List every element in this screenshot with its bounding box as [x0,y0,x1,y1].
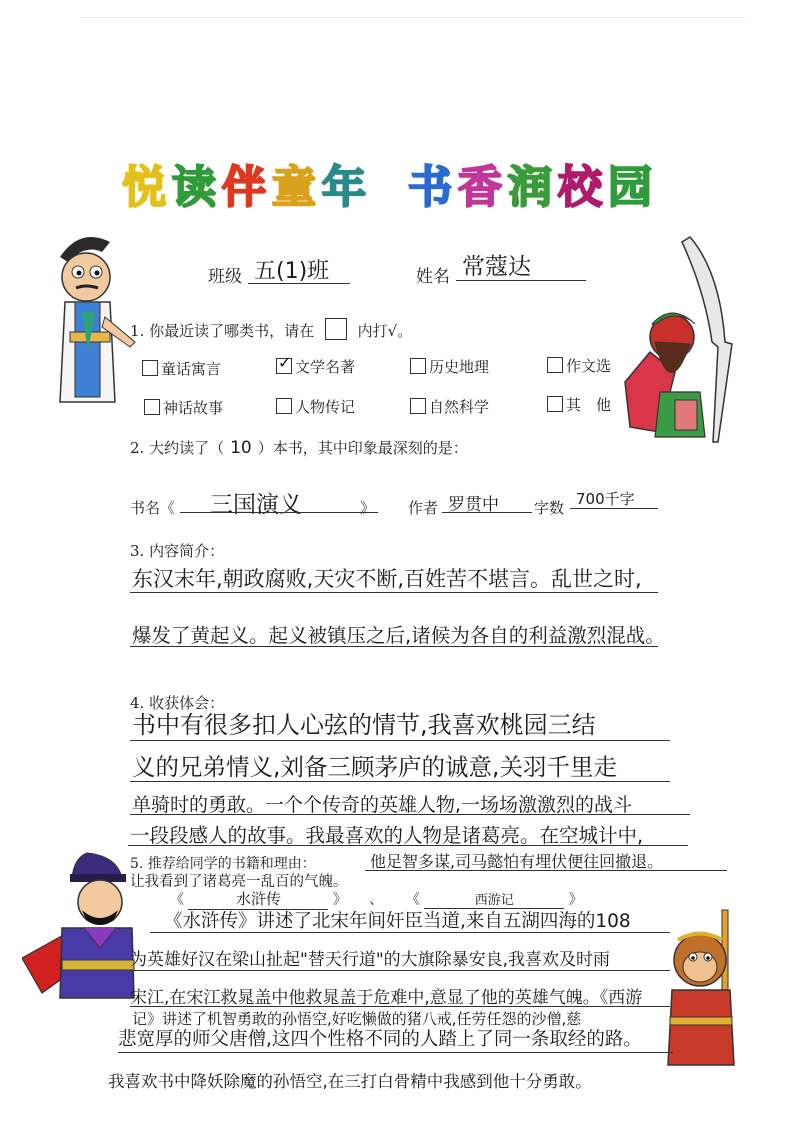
q1-option-5[interactable] [276,396,355,417]
q4-underline-1 [130,781,670,782]
q4-line-2[interactable]: 单骑时的勇敢。一个个传奇的英雄人物,一场场激激烈的战斗 [132,794,633,816]
q4-line-0[interactable]: 书中有很多扣人心弦的情节,我喜欢桃园三结 [132,711,596,739]
option-label: 自然科学 [429,398,490,416]
q2-prompt-after: ）本书，其中印象最深刻的是： [257,439,468,457]
guan-yu-figure [620,232,745,447]
class-underline [248,283,350,284]
checkbox[interactable] [144,399,160,415]
option-label: 其 他 [566,396,612,414]
q5-line-0[interactable]: 《水浒传》讲述了北宋年间奸臣当道,来自五湖四海的108 [164,911,631,932]
book-underline [180,512,378,513]
checkbox[interactable] [410,398,426,414]
words-value[interactable]: 700千字 [576,490,635,508]
checkbox[interactable] [547,396,563,412]
scholar-figure [40,222,140,412]
title-char: 润 [508,162,552,213]
q4-underline-0 [130,740,670,741]
book2-title[interactable]: 西游记 [424,889,564,909]
title-char: 香 [458,162,502,213]
q5-underline-1 [150,932,670,933]
option-label: 童话寓言 [161,360,222,378]
page-title [118,150,678,220]
q2-prompt-before: 2. 大约读了（ [130,439,225,457]
q3-underline-0 [130,592,658,593]
q2-prompt [130,437,468,458]
cartoon-scholar-icon [40,222,140,412]
q3-label: 3. 内容简介： [130,542,225,560]
q5-line-2[interactable]: 宋江,在宋江救晁盖中他救晁盖于危难中,意显了他的英雄气魄。《西游 [130,988,643,1008]
title-char: 园 [608,162,652,213]
title-char: 悦 [122,162,166,213]
q1-prompt-suffix: 内打√。 [357,322,413,340]
q5-underline-2 [130,970,670,971]
q4-line-3[interactable]: 一段段感人的故事。我最喜欢的人物是诸葛亮。在空城计中, [130,824,644,847]
author-underline [442,512,532,513]
book1-open: 《 [170,892,184,908]
scan-top-line [80,17,745,18]
book-close: 》 [360,499,376,517]
book1-close: 》 [332,892,347,908]
q1-option-6[interactable] [410,396,489,417]
q3-underline-1 [130,646,658,647]
q5-line-5[interactable]: 我喜欢书中降妖除魔的孙悟空,在三打白骨精中我感到他十分勇敢。 [108,1072,592,1091]
words-underline [570,508,658,509]
q4-underline-2 [130,814,690,815]
q1-prompt-text: 1. 你最近读了哪类书，请在 [130,322,315,340]
checkbox-checked[interactable] [276,358,292,374]
q1-sample-box [325,318,347,340]
checkbox[interactable] [410,358,426,374]
q1-option-1[interactable] [276,356,355,377]
q1-prompt [130,318,412,341]
q1-option-7[interactable] [547,394,611,415]
class-label: 班级 [208,267,242,287]
sun-wukong-figure [660,905,756,1070]
q1-option-3[interactable] [547,355,611,376]
checkbox[interactable] [547,357,563,373]
checkbox[interactable] [276,398,292,414]
title-char: 书 [408,162,452,213]
q3-line-0[interactable]: 东汉末年,朝政腐败,天灾不断,百姓苦不堪言。乱世之时, [132,567,642,591]
q5-line-1[interactable]: 为英雄好汉在梁山扯起"替天行道"的大旗除暴安良,我喜欢及时雨 [130,950,611,970]
q5-label: 5. 推荐给同学的书籍和理由： [130,856,316,872]
q5-underline-3 [130,1006,670,1007]
q5-underline-0 [365,870,727,871]
option-label: 人物传记 [295,398,356,416]
words-label: 字数 [534,499,565,517]
book2-open: 《 [405,892,420,908]
checkbox[interactable] [142,360,158,376]
q4-underline-3 [128,845,688,846]
song-jiang-figure [22,848,142,1008]
cartoon-general-icon [620,232,745,447]
author-value[interactable]: 罗贯中 [448,495,499,515]
name-label: 姓名 [416,267,450,287]
title-char: 年 [322,162,366,213]
name-value[interactable]: 常蔻达 [462,254,531,280]
q5-reason-cont[interactable]: 让我看到了诸葛亮一乱百的气魄。 [130,874,348,890]
title-char: 校 [558,162,602,213]
q5-line-3[interactable]: 记》讲述了机智勇敢的孙悟空,好吃懒做的猪八戒,任劳任怨的沙僧,慈 [132,1010,582,1028]
q5-line-4[interactable]: 悲宽厚的师父唐僧,这四个性格不同的人踏上了同一条取经的路。 [118,1029,642,1050]
book-label: 书名《 [130,499,176,517]
cartoon-official-icon [22,848,142,1008]
author-label: 作者 [408,499,439,517]
q4-line-1[interactable]: 义的兄弟情义,刘备三顾茅庐的诚意,关羽千里走 [132,753,617,781]
name-underline [456,280,586,281]
q2-count[interactable]: 10 [230,438,252,458]
cartoon-monkey-king-icon [660,905,756,1070]
book-separator: 、 [369,892,384,908]
option-label: 历史地理 [429,358,490,376]
book1-title[interactable]: 水浒传 [188,888,328,910]
q1-option-0[interactable] [142,358,221,379]
q1-option-2[interactable] [410,356,489,377]
q5-underline-4 [118,1052,673,1053]
title-art [118,150,678,220]
option-label: 文学名著 [295,358,356,376]
option-label: 作文选 [566,357,612,375]
class-value[interactable]: 五(1)班 [254,259,330,284]
title-char: 读 [172,162,216,213]
title-char: 伴 [222,162,266,213]
q3-line-1[interactable]: 爆发了黄起义。起义被镇压之后,诸候为各自的利益激烈混战。 [132,624,665,647]
q1-option-4[interactable] [144,397,223,418]
book2-close: 》 [568,892,583,908]
option-label: 神话故事 [163,399,224,417]
title-char: 童 [272,162,316,213]
q4-label: 4. 收获体会： [130,694,225,712]
book-value[interactable]: 三国演义 [210,492,302,518]
q5-reason-inline[interactable]: 他足智多谋,司马懿怕有埋伏便往回撤退。 [370,852,664,871]
